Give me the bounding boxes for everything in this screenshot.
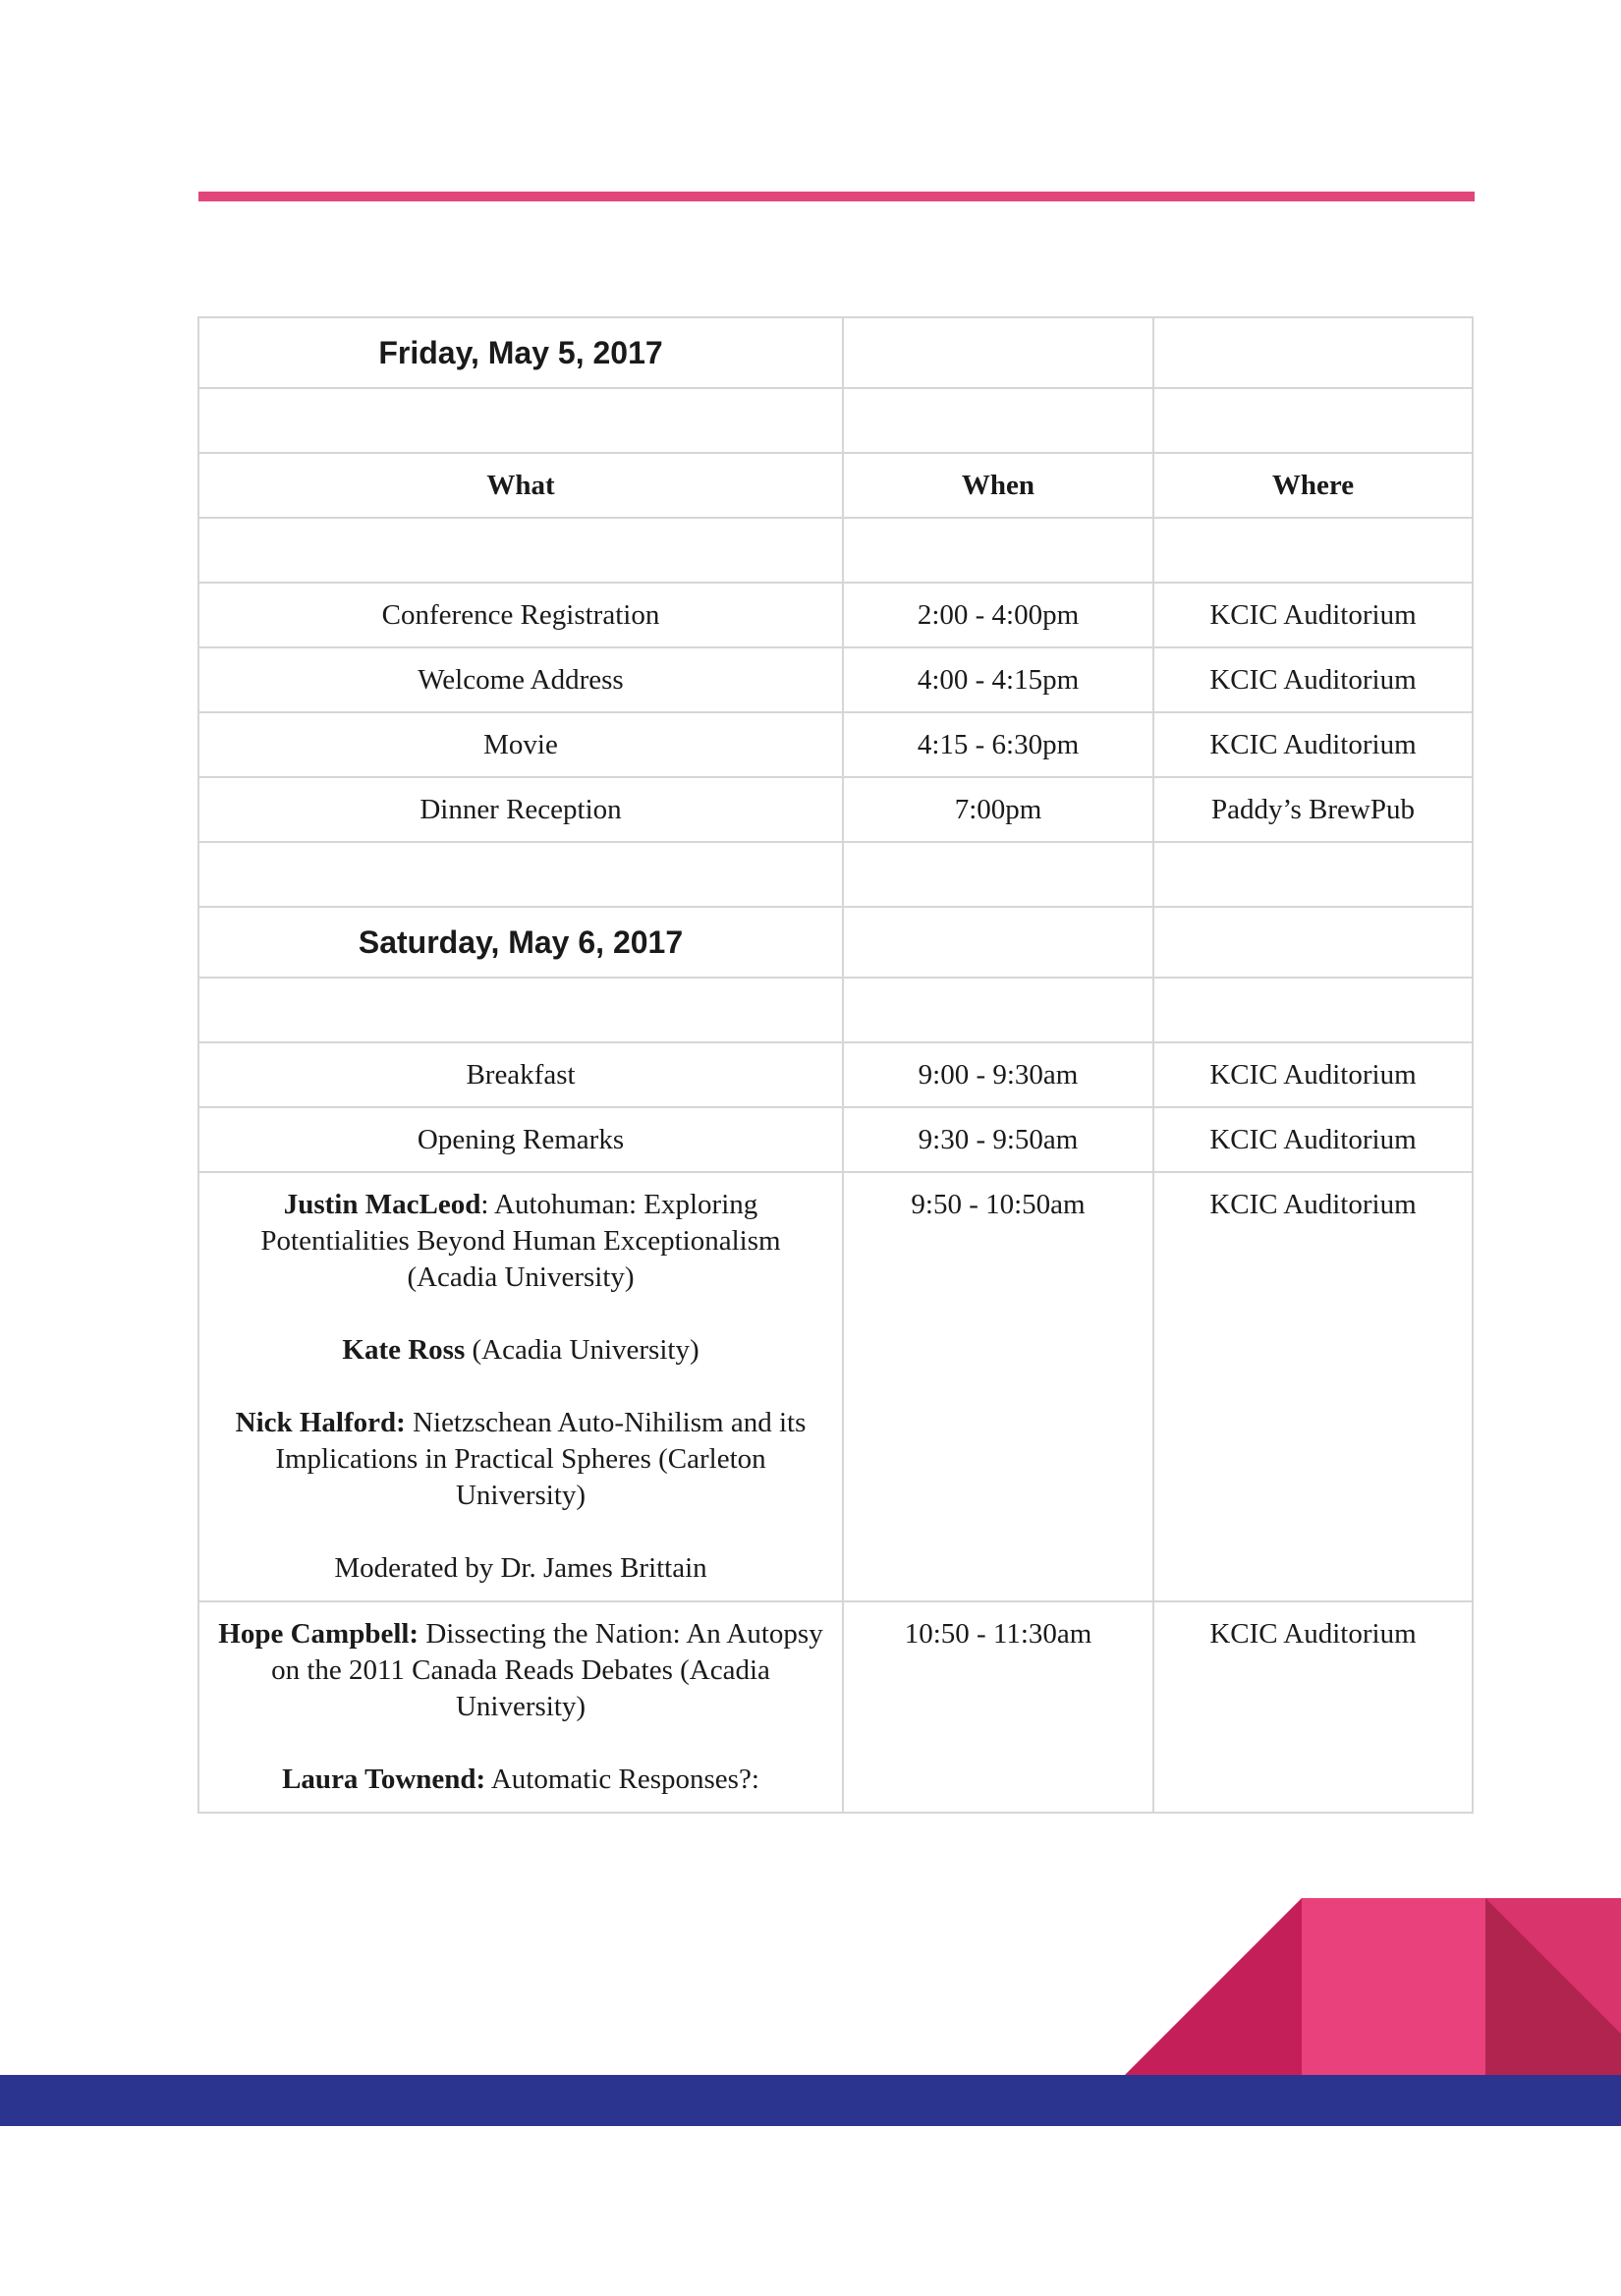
talk-title: Dissecting the Nation: An Autopsy on the 2011 Canada Reads Debates (Acadia University) bbox=[271, 1618, 823, 1722]
speaker-name: Nick Halford: bbox=[235, 1407, 406, 1438]
header-when: When bbox=[843, 453, 1153, 518]
event-what: Movie bbox=[198, 712, 843, 777]
header-what: What bbox=[198, 453, 843, 518]
speaker-name: Laura Townend: bbox=[282, 1764, 486, 1795]
event-when: 9:30 - 9:50am bbox=[843, 1107, 1153, 1172]
header-where: Where bbox=[1153, 453, 1473, 518]
speaker-name: Kate Ross bbox=[342, 1334, 466, 1366]
event-when: 10:50 - 11:30am bbox=[843, 1601, 1153, 1813]
event-where: KCIC Auditorium bbox=[1153, 583, 1473, 647]
event-what: Dinner Reception bbox=[198, 777, 843, 842]
talk-title: : Autohuman: Exploring Potentialities Beyond Human Exceptionalism (Acadia University) bbox=[260, 1189, 781, 1293]
speaker-name: Hope Campbell: bbox=[218, 1618, 419, 1650]
event-when: 7:00pm bbox=[843, 777, 1153, 842]
saturday-day-title: Saturday, May 6, 2017 bbox=[198, 907, 843, 978]
footer-triangle-left bbox=[1125, 1898, 1302, 2075]
event-where: Paddy’s BrewPub bbox=[1153, 777, 1473, 842]
event-when: 4:15 - 6:30pm bbox=[843, 712, 1153, 777]
event-where: KCIC Auditorium bbox=[1153, 1601, 1473, 1813]
event-when: 2:00 - 4:00pm bbox=[843, 583, 1153, 647]
moderator-line: Moderated by Dr. James Brittain bbox=[334, 1552, 707, 1584]
talk-title: Automatic Responses?: bbox=[485, 1764, 759, 1795]
event-when: 4:00 - 4:15pm bbox=[843, 647, 1153, 712]
event-what: Welcome Address bbox=[198, 647, 843, 712]
event-what: Breakfast bbox=[198, 1042, 843, 1107]
friday-day-title: Friday, May 5, 2017 bbox=[198, 317, 843, 388]
footer-navy-bar bbox=[0, 2075, 1621, 2126]
event-where: KCIC Auditorium bbox=[1153, 1172, 1473, 1601]
talk-title: Nietzschean Auto-Nihilism and its Implications in Practical Spheres (Carleton University) bbox=[275, 1407, 807, 1511]
event-when: 9:50 - 10:50am bbox=[843, 1172, 1153, 1601]
event-when: 9:00 - 9:30am bbox=[843, 1042, 1153, 1107]
event-where: KCIC Auditorium bbox=[1153, 1107, 1473, 1172]
event-where: KCIC Auditorium bbox=[1153, 712, 1473, 777]
event-where: KCIC Auditorium bbox=[1153, 1042, 1473, 1107]
footer-block-middle bbox=[1302, 1898, 1485, 2075]
event-where: KCIC Auditorium bbox=[1153, 647, 1473, 712]
event-what: Conference Registration bbox=[198, 583, 843, 647]
talk-title: (Acadia University) bbox=[465, 1334, 699, 1366]
event-what: Opening Remarks bbox=[198, 1107, 843, 1172]
speaker-name: Justin MacLeod bbox=[283, 1189, 481, 1220]
